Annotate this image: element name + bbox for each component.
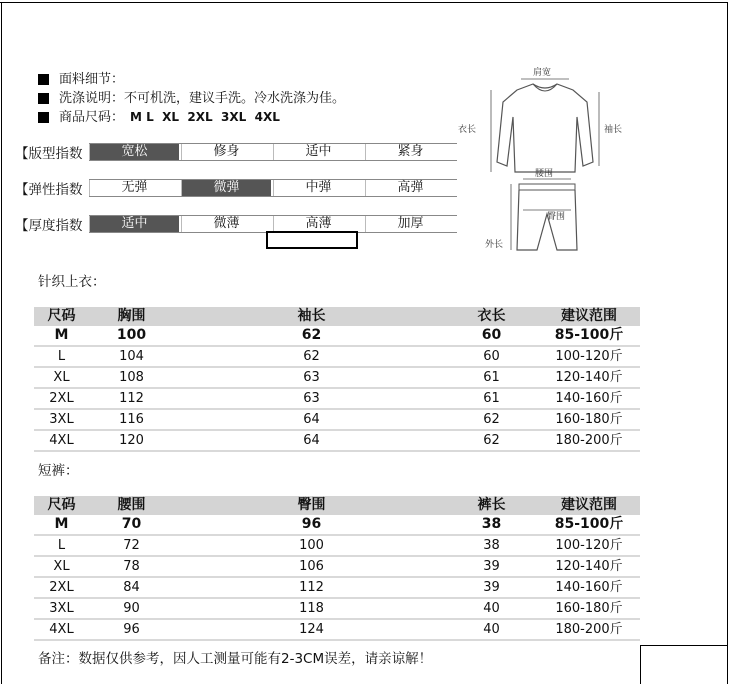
index-title: 【版型指数 [15,146,83,162]
fabric-line [38,70,345,89]
index-options [89,179,457,197]
table-cell: 96 [123,622,140,637]
frame-bottom-corner-line [640,645,641,684]
index-option: 高薄 [273,216,363,232]
table-header-cell: 裤长 [477,497,506,513]
frame-top-line [0,2,728,3]
table-cell: M [54,516,69,532]
table-cell: 85-100斤 [554,327,624,343]
index-option: 适中 [273,144,363,160]
waist-label: 腰围 [535,169,554,179]
index-option: 无弹 [89,180,179,196]
bullet-square-icon [38,93,49,104]
table-cell: 63 [303,370,320,385]
outseam-label: 外长 [485,240,504,250]
index-option: 微薄 [181,216,271,232]
table-row [34,536,640,557]
table-cell: 40 [483,622,500,637]
table-cell: 104 [119,349,144,364]
index-title: 【弹性指数 [15,182,83,198]
table-header-cell: 建议范围 [561,308,617,324]
table-cell: 90 [123,601,140,616]
table-cell: 96 [301,516,322,532]
table-row [34,389,640,410]
table-cell: 100 [299,538,324,553]
table-cell: 60 [481,327,502,343]
table-cell: 64 [303,412,320,427]
table-cell: M [54,327,69,343]
index-row [15,215,457,233]
table-cell: XL [53,559,70,574]
top-section-label: 针织上衣： [38,274,106,290]
length-label: 衣长 [458,125,477,135]
table-header-cell: 腰围 [117,497,146,513]
table-cell: 85-100斤 [554,516,624,532]
bullet-square-icon [38,112,49,123]
wash-line [38,89,345,108]
table-cell: 3XL [49,601,74,616]
table-header-cell: 尺码 [47,497,76,513]
top-size-table [34,307,640,452]
table-cell: 140-160斤 [555,391,623,406]
table-row [34,431,640,452]
table-cell: 38 [481,516,502,532]
index-title: 【厚度指数 [15,218,83,234]
product-info [38,70,345,127]
wash-label: 洗涤说明：不可机洗，建议手洗。冷水洗涤为佳。 [59,91,346,106]
table-cell: 78 [123,559,140,574]
table-cell: 100 [116,327,147,343]
garment-measure-diagram [455,62,635,257]
table-header-cell: 尺码 [47,308,76,324]
bullet-square-icon [38,74,49,85]
index-option: 宽松 [89,144,179,160]
table-cell: 120-140斤 [555,370,623,385]
table-row [34,515,640,536]
table-header-row [34,496,640,515]
table-cell: XL [53,370,70,385]
table-cell: 72 [123,538,140,553]
shorts-size-table [34,496,640,641]
shoulder-label: 肩宽 [533,68,552,78]
table-cell: 38 [483,538,500,553]
table-cell: 108 [119,370,144,385]
frame-bottom-line [640,645,728,646]
sizes-list: M L XL 2XL 3XL 4XL [130,110,280,124]
table-header-cell: 臀围 [297,497,326,513]
table-row [34,410,640,431]
index-row [15,179,457,197]
table-cell: 39 [483,559,500,574]
index-option: 修身 [181,144,271,160]
table-cell: 100-120斤 [555,538,623,553]
table-row [34,557,640,578]
table-row [34,620,640,641]
table-cell: 160-180斤 [555,412,623,427]
shorts-section-label: 短裤： [38,463,79,479]
table-cell: 62 [483,412,500,427]
table-cell: L [57,349,66,364]
table-cell: 61 [483,370,500,385]
fabric-label: 面料细节： [59,72,125,87]
table-cell: 62 [483,433,500,448]
table-cell: 4XL [49,622,74,637]
sizes-label: 商品尺码： [59,110,125,125]
table-row [34,347,640,368]
table-header-cell: 衣长 [477,308,506,324]
table-cell: 84 [123,580,140,595]
frame-right-line [727,2,728,684]
table-cell: 120-140斤 [555,559,623,574]
table-cell: 64 [303,433,320,448]
table-cell: 2XL [49,580,74,595]
table-cell: 116 [119,412,144,427]
table-cell: 61 [483,391,500,406]
table-cell: 62 [303,349,320,364]
index-option: 加厚 [365,216,455,232]
table-cell: 2XL [49,391,74,406]
index-option: 微弹 [181,180,271,196]
sizes-line [38,108,345,127]
table-cell: 180-200斤 [555,622,623,637]
table-cell: 112 [119,391,144,406]
index-options [89,143,457,161]
table-cell: L [57,538,66,553]
table-cell: 39 [483,580,500,595]
table-row [34,368,640,389]
table-cell: 4XL [49,433,74,448]
index-option: 高弹 [365,180,455,196]
table-cell: 100-120斤 [555,349,623,364]
selection-box [266,231,358,249]
table-cell: 62 [301,327,322,343]
table-row [34,578,640,599]
index-option: 中弹 [273,180,363,196]
table-cell: 40 [483,601,500,616]
table-cell: 70 [121,516,142,532]
index-option: 紧身 [365,144,455,160]
table-cell: 124 [299,622,324,637]
disclaimer-note: 备注：数据仅供参考，因人工测量可能有2-3CM误差，请亲谅解！ [38,651,433,667]
table-cell: 160-180斤 [555,601,623,616]
index-option: 适中 [89,216,179,232]
table-row [34,326,640,347]
index-row [15,143,457,161]
hip-label: 臀围 [547,212,566,222]
table-cell: 118 [299,601,324,616]
table-header-cell: 胸围 [117,308,146,324]
table-cell: 63 [303,391,320,406]
table-header-row [34,307,640,326]
frame-left-line [1,2,2,684]
table-cell: 3XL [49,412,74,427]
table-cell: 140-160斤 [555,580,623,595]
table-cell: 106 [299,559,324,574]
table-row [34,599,640,620]
table-header-cell: 袖长 [297,308,326,324]
table-cell: 60 [483,349,500,364]
table-cell: 112 [299,580,324,595]
sleeve-label: 袖长 [604,125,623,135]
table-header-cell: 建议范围 [561,497,617,513]
table-cell: 120 [119,433,144,448]
table-cell: 180-200斤 [555,433,623,448]
